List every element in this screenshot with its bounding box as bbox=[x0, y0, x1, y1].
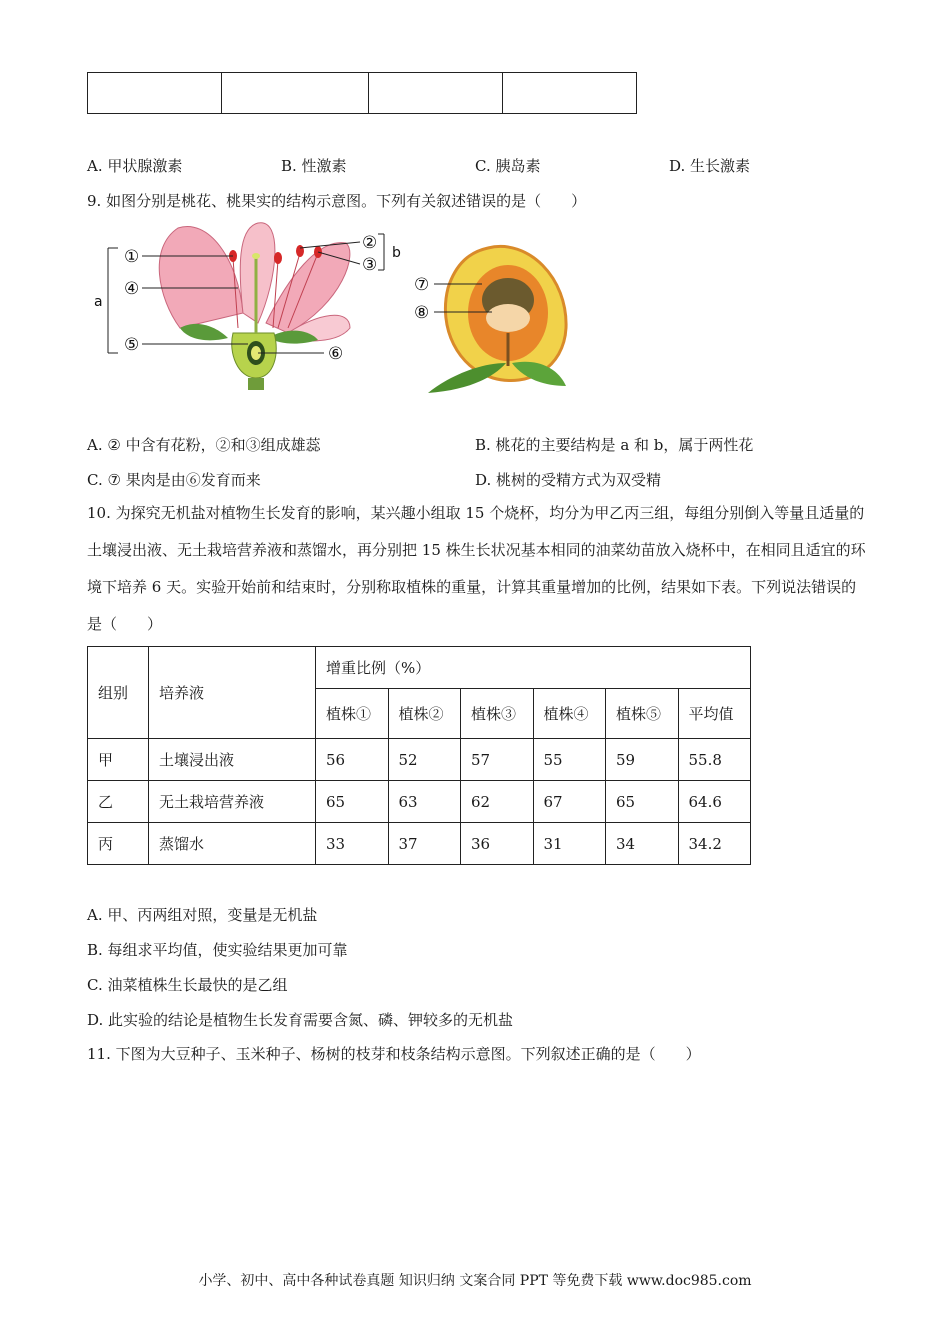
cell-value: 31 bbox=[533, 823, 606, 865]
cell-value: 63 bbox=[388, 781, 461, 823]
cell-value: 65 bbox=[316, 781, 389, 823]
peach-fruit-illustration bbox=[428, 246, 566, 393]
table-row bbox=[88, 739, 751, 781]
q10-option-c: C. 油菜植株生长最快的是乙组 bbox=[87, 976, 288, 994]
empty-cell bbox=[88, 73, 222, 114]
table-row bbox=[88, 781, 751, 823]
q10-stem: 10. 为探究无机盐对植物生长发育的影响，某兴趣小组取 15 个烧杯，均分为甲乙丙三组，每组分别倒入等量且适量的土壤浸出液、无土栽培营养液和蒸馏水，再分别把 15 株生长状况基本相同的油菜幼苗放入烧杯中，在相同且适宜的环境下培养 6 天。实验开始前和结束时，分别称取植株的重量，计算其重量增加的比例，结果如下表。下列说法错误的是（ ） bbox=[87, 504, 866, 633]
empty-cell bbox=[503, 73, 637, 114]
q9-option-b: B. 桃花的主要结构是 a 和 b，属于两性花 bbox=[475, 436, 754, 454]
cell-value: 33 bbox=[316, 823, 389, 865]
q9-option-c: C. ⑦ 果肉是由⑥发育而来 bbox=[87, 471, 261, 489]
cell-value: 52 bbox=[388, 739, 461, 781]
label-4: ④ bbox=[124, 279, 140, 299]
cell-group: 丙 bbox=[88, 823, 149, 865]
label-1: ① bbox=[124, 247, 140, 267]
q9-option-a: A. ② 中含有花粉，②和③组成雄蕊 bbox=[87, 436, 321, 454]
table-row bbox=[88, 823, 751, 865]
header-weight-ratio: 增重比例（%） bbox=[316, 647, 751, 689]
q9-stem: 9. 如图分别是桃花、桃果实的结构示意图。下列有关叙述错误的是（ ） bbox=[87, 192, 587, 210]
q8-option-a: A. 甲状腺激素 bbox=[87, 157, 183, 175]
cell-value: 59 bbox=[606, 739, 679, 781]
q10-option-a: A. 甲、丙两组对照，变量是无机盐 bbox=[87, 906, 318, 924]
q10-option-d: D. 此实验的结论是植物生长发育需要含氮、磷、钾较多的无机盐 bbox=[87, 1011, 514, 1029]
label-8: ⑧ bbox=[414, 303, 430, 323]
label-a: a bbox=[94, 294, 103, 310]
empty-cell bbox=[222, 73, 369, 114]
cell-medium: 蒸馏水 bbox=[149, 823, 316, 865]
subheader-average: 平均值 bbox=[678, 689, 751, 739]
q8-option-c: C. 胰岛素 bbox=[475, 157, 541, 175]
q10-results-table bbox=[87, 646, 751, 865]
label-5: ⑤ bbox=[124, 335, 140, 355]
cell-medium: 土壤浸出液 bbox=[149, 739, 316, 781]
header-group: 组别 bbox=[88, 647, 149, 739]
label-6: ⑥ bbox=[328, 344, 344, 364]
cell-medium: 无土栽培营养液 bbox=[149, 781, 316, 823]
subheader-plant-5: 植株⑤ bbox=[606, 689, 679, 739]
cell-average: 55.8 bbox=[678, 739, 751, 781]
label-2: ② bbox=[362, 233, 378, 253]
header-medium: 培养液 bbox=[149, 647, 316, 739]
label-3: ③ bbox=[362, 255, 378, 275]
subheader-plant-1: 植株① bbox=[316, 689, 389, 739]
cell-average: 64.6 bbox=[678, 781, 751, 823]
q8-option-b: B. 性激素 bbox=[281, 157, 347, 175]
peach-flower-fruit-diagram bbox=[88, 218, 588, 398]
q8-option-d: D. 生长激素 bbox=[669, 157, 751, 175]
cell-value: 55 bbox=[533, 739, 606, 781]
label-b: b bbox=[392, 245, 401, 261]
cell-group: 乙 bbox=[88, 781, 149, 823]
cell-value: 56 bbox=[316, 739, 389, 781]
q9-option-d: D. 桃树的受精方式为双受精 bbox=[475, 471, 662, 489]
q11-stem: 11. 下图为大豆种子、玉米种子、杨树的枝芽和枝条结构示意图。下列叙述正确的是（ ） bbox=[87, 1045, 701, 1063]
cell-value: 67 bbox=[533, 781, 606, 823]
cell-value: 34 bbox=[606, 823, 679, 865]
page-footer: 小学、初中、高中各种试卷真题 知识归纳 文案合同 PPT 等免费下载 www.doc985.com bbox=[198, 1273, 752, 1289]
q10-option-b: B. 每组求平均值，使实验结果更加可靠 bbox=[87, 941, 348, 959]
cell-value: 57 bbox=[461, 739, 534, 781]
empty-answer-table bbox=[87, 72, 637, 114]
cell-average: 34.2 bbox=[678, 823, 751, 865]
cell-value: 36 bbox=[461, 823, 534, 865]
cell-group: 甲 bbox=[88, 739, 149, 781]
label-7: ⑦ bbox=[414, 275, 430, 295]
subheader-plant-2: 植株② bbox=[388, 689, 461, 739]
subheader-plant-4: 植株④ bbox=[533, 689, 606, 739]
peach-flower-illustration bbox=[159, 223, 350, 390]
subheader-plant-3: 植株③ bbox=[461, 689, 534, 739]
cell-value: 65 bbox=[606, 781, 679, 823]
cell-value: 62 bbox=[461, 781, 534, 823]
empty-cell bbox=[369, 73, 503, 114]
cell-value: 37 bbox=[388, 823, 461, 865]
